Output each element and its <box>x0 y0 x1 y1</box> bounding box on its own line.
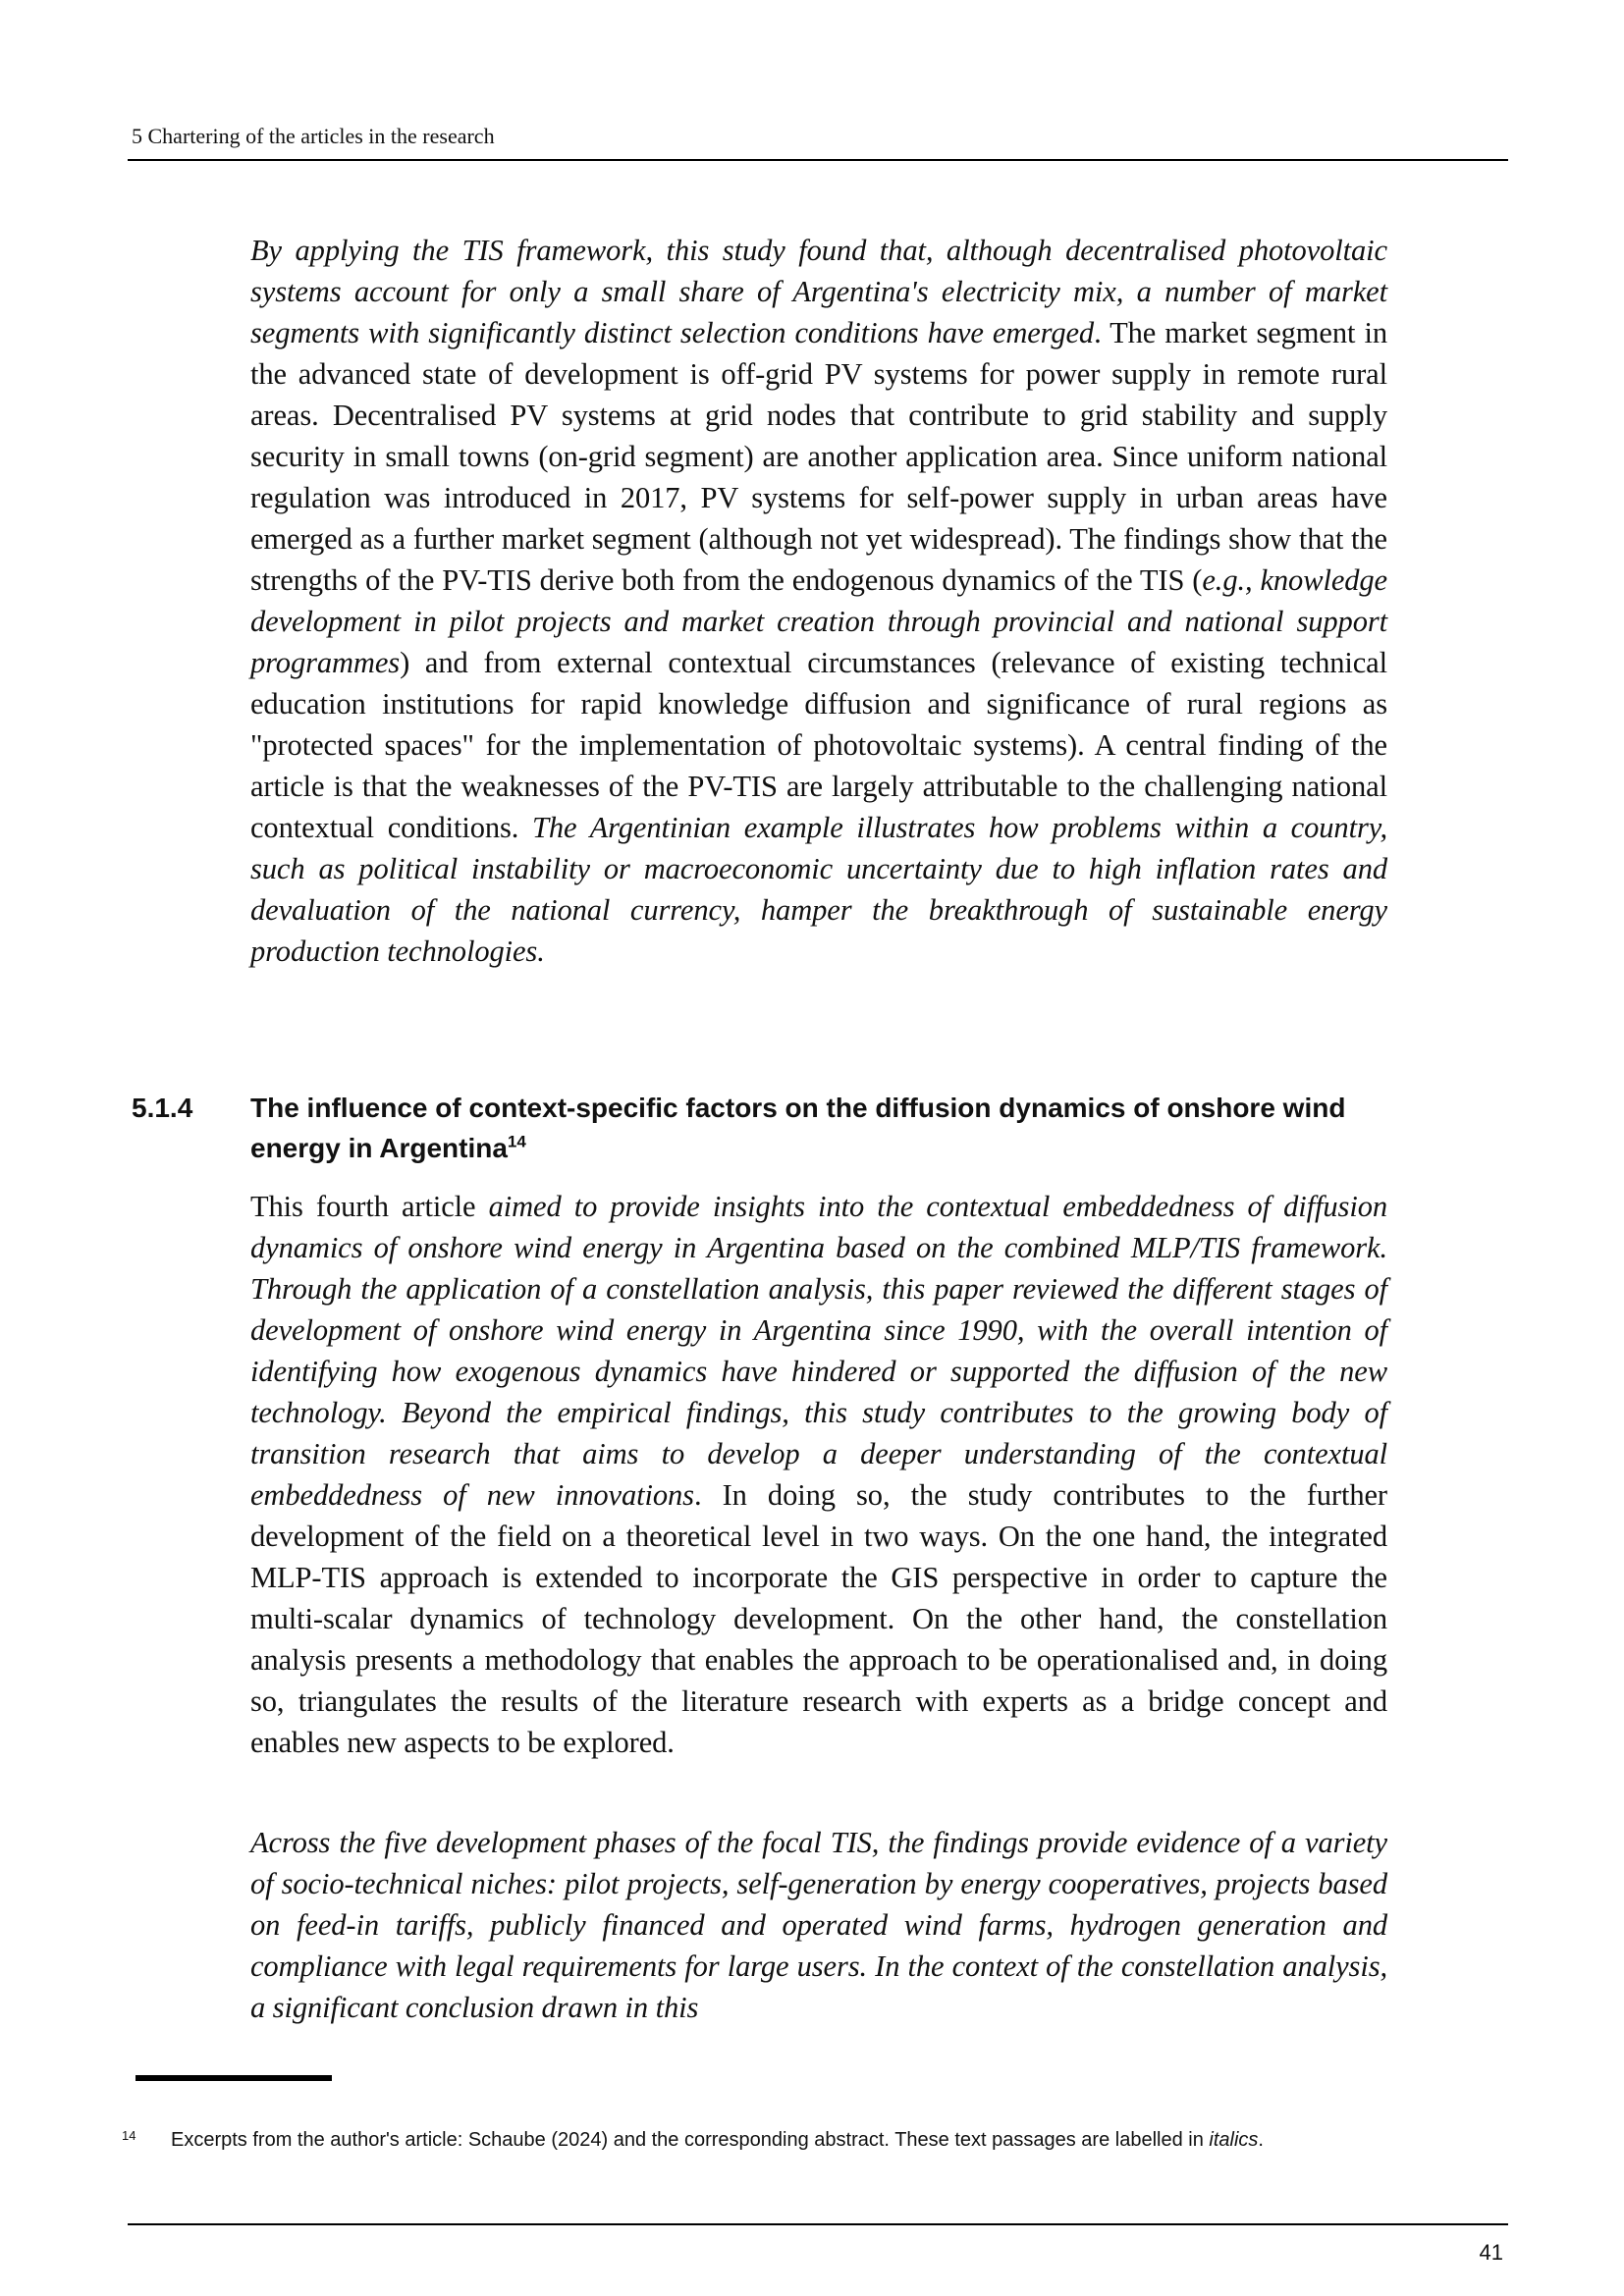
section-title-text: The influence of context-specific factors on the diffusion dynamics of onshore wind energy in Argentina <box>250 1093 1346 1163</box>
footnote-separator <box>135 2075 332 2081</box>
paragraph-development-phases <box>250 1822 1387 2028</box>
italic-excerpt: The Argentinian example illustrates how problems within a country, such as political instability or macroeconomic uncertainty due to high inflation rates and devaluation of the national currency, hamper the breakthrough of sustainable energy production technologies. <box>250 811 1387 968</box>
page-number: 41 <box>1479 2240 1503 2265</box>
footnote-italic: italics <box>1209 2129 1259 2151</box>
footer-rule <box>128 2223 1508 2225</box>
footnote-end: . <box>1258 2129 1264 2151</box>
footnote-body: Excerpts from the author's article: Schaube (2024) and the corresponding abstract. These text passages are labelled in <box>171 2129 1210 2151</box>
italic-excerpt: aimed to provide insights into the contextual embeddedness of diffusion dynamics of onshore wind energy in Argentina based on the combined MLP/TIS framework. Through the application of a constellation analysis, this paper reviewed the different stages of development of onshore wind energy in Argentina since 1990, with the overall intention of identifying how exogenous dynamics have hindered or supported the diffusion of the new technology. Beyond the empirical findings, this study contributes to the growing body of transition research that aims to develop a deeper understanding of the contextual embeddedness of new innovations <box>250 1190 1387 1512</box>
italic-excerpt: By applying the TIS framework, this study found that, although decentralised photovoltaic systems account for only a small share of Argentina's electricity mix, a number of market segments with significantly distinct selection conditions have emerged <box>250 234 1387 349</box>
body-text: This fourth article <box>250 1190 489 1223</box>
footnote-text <box>171 2128 1349 2152</box>
body-text: ) and from external contextual circumstances (relevance of existing technical education institutions for rapid knowledge diffusion and significance of rural regions as "protected spaces" for the implementation of photovoltaic systems). A central finding of the article is that the weaknesses of the PV-TIS are largely attributable to the challenging national contextual conditions. <box>250 646 1387 844</box>
italic-excerpt: e.g., knowledge development in pilot projects and market creation through provincial and national support programmes <box>250 563 1387 679</box>
footnote-reference[interactable]: 14 <box>507 1132 526 1151</box>
section-title <box>250 1088 1409 1168</box>
paragraph-pv-tis-findings <box>250 230 1387 972</box>
italic-excerpt: Across the five development phases of the focal TIS, the findings provide evidence of a variety of socio-technical niches: pilot projects, self-generation by energy cooperatives, projects based on feed-in tariffs, publicly financed and operated wind farms, hydrogen generation and compliance with legal requirements for large users. In the context of the constellation analysis, a significant conclusion drawn in this <box>250 1826 1387 2024</box>
section-number: 5.1.4 <box>132 1093 193 1123</box>
body-text: . The market segment in the advanced state of development is off-grid PV systems for power supply in remote rural areas. Decentralised PV systems at grid nodes that contribute to grid stability and supply security in small towns (on-grid segment) are another application area. Since uniform national regulation was introduced in 2017, PV systems for self-power supply in urban areas have emerged as a further market segment (although not yet widespread). The findings show that the strengths of the PV-TIS derive both from the endogenous dynamics of the TIS ( <box>250 316 1387 597</box>
footnote-number: 14 <box>122 2128 136 2143</box>
running-head: 5 Chartering of the articles in the research <box>132 124 495 148</box>
header-rule <box>128 159 1508 161</box>
body-text: . In doing so, the study contributes to the further development of the field on a theoretical level in two ways. On the one hand, the integrated MLP-TIS approach is extended to incorporate the GIS perspective in order to capture the multi-scalar dynamics of technology development. On the other hand, the constellation analysis presents a methodology that enables the approach to be operationalised and, in doing so, triangulates the results of the literature research with experts as a bridge concept and enables new aspects to be explored. <box>250 1478 1387 1759</box>
paragraph-fourth-article <box>250 1186 1387 1763</box>
